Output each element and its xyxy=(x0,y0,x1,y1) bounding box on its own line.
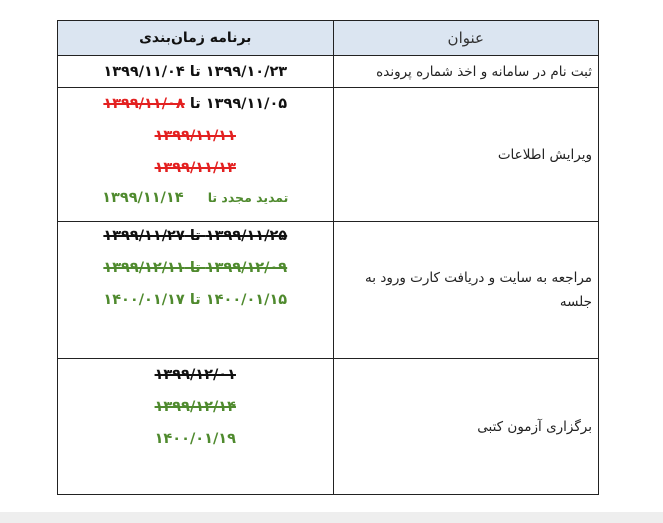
table-row xyxy=(58,359,599,495)
schedule-struck-date: ۱۳۹۹/۱۱/۱۱ xyxy=(154,128,236,144)
schedule-table-container xyxy=(57,20,599,495)
table-header-row xyxy=(58,21,599,56)
row-title-written-exam: برگزاری آزمون کتبی xyxy=(333,359,598,495)
schedule-struck-date: ۱۳۹۹/۱۲/۰۱ xyxy=(154,367,236,383)
schedule-range: ۱۳۹۹/۱۰/۲۳ تا ۱۳۹۹/۱۱/۰۴ xyxy=(103,64,288,80)
row-schedule-registration xyxy=(58,56,334,88)
row-schedule-written-exam xyxy=(58,359,334,495)
header-schedule: برنامه زمان‌بندی xyxy=(58,21,334,56)
schedule-from: ۱۳۹۹/۱۱/۰۵ تا xyxy=(189,96,288,112)
table-row xyxy=(58,56,599,88)
extension-label: تمدید مجدد تا xyxy=(207,190,289,205)
schedule-struck-date: ۱۳۹۹/۱۲/۱۴ xyxy=(154,399,236,415)
schedule-table xyxy=(57,20,599,495)
row-title-entry-card: مراجعه به سایت و دریافت کارت ورود به جلسه xyxy=(333,222,598,359)
bottom-scroll-strip xyxy=(0,512,663,523)
table-row xyxy=(58,222,599,359)
schedule-struck-range: ۱۳۹۹/۱۱/۲۵ تا ۱۳۹۹/۱۱/۲۷ xyxy=(103,228,288,244)
schedule-to-struck: ۱۳۹۹/۱۱/۰۸ xyxy=(103,96,185,112)
row-title-edit-info: ویرایش اطلاعات xyxy=(333,88,598,222)
schedule-struck-range: ۱۳۹۹/۱۲/۰۹ تا ۱۳۹۹/۱۲/۱۱ xyxy=(103,260,288,276)
table-row xyxy=(58,88,599,222)
schedule-current-date: ۱۴۰۰/۰۱/۱۹ xyxy=(154,431,236,447)
schedule-struck-date: ۱۳۹۹/۱۱/۱۳ xyxy=(154,160,236,176)
header-title: عنوان xyxy=(333,21,598,56)
row-title-registration: ثبت نام در سامانه و اخذ شماره پرونده xyxy=(333,56,598,88)
row-schedule-entry-card xyxy=(58,222,334,359)
schedule-current-range: ۱۴۰۰/۰۱/۱۵ تا ۱۴۰۰/۰۱/۱۷ xyxy=(103,292,288,308)
row-schedule-edit-info xyxy=(58,88,334,222)
extension-date: ۱۳۹۹/۱۱/۱۴ xyxy=(102,190,184,206)
